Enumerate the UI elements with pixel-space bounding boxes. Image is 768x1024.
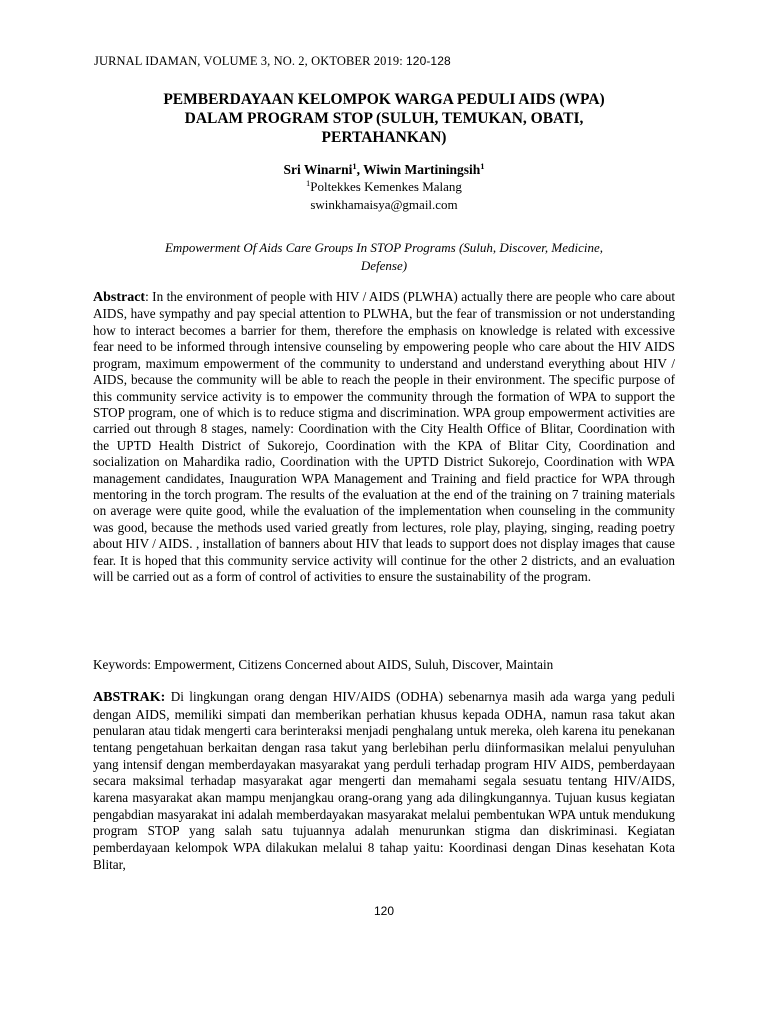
abstrak-paragraph bbox=[93, 689, 675, 873]
page-number: 120 bbox=[373, 904, 395, 918]
author-name: Wiwin Martiningsih bbox=[363, 162, 481, 177]
article-title bbox=[80, 90, 688, 147]
title-line-3: PERTAHANKAN) bbox=[321, 129, 447, 146]
title-line-2: DALAM PROGRAM STOP (SULUH, TEMUKAN, OBATI, bbox=[184, 110, 584, 127]
affiliation-name: Poltekkes Kemenkes Malang bbox=[310, 179, 462, 194]
english-title-line-2: Defense) bbox=[360, 258, 408, 273]
english-title bbox=[80, 239, 688, 275]
author-email: swinkhamaisya@gmail.com bbox=[310, 197, 458, 212]
journal-citation: JURNAL IDAMAN, VOLUME 3, NO. 2, OKTOBER 2019: bbox=[94, 54, 407, 68]
running-header bbox=[94, 54, 451, 69]
abstract-paragraph bbox=[93, 289, 675, 586]
abstrak-label: ABSTRAK: bbox=[93, 690, 166, 705]
affiliation-mark: 1 bbox=[306, 178, 311, 188]
author-list bbox=[80, 162, 688, 178]
author-separator: , bbox=[356, 162, 364, 177]
english-title-line-1: Empowerment Of Aids Care Groups In STOP Programs (Suluh, Discover, Medicine, bbox=[164, 240, 603, 255]
page-range: 120-128 bbox=[406, 54, 451, 68]
title-line-1: PEMBERDAYAAN KELOMPOK WARGA PEDULI AIDS (WPA) bbox=[163, 91, 605, 108]
abstract-text: : In the environment of people with HIV / AIDS (PLWHA) actually there are people who care about AIDS, have sympathy and pay special attention to PLWHA, but the fear of transmission or not understanding how to interact becomes a barrier for them, therefore the emphasis on knowledge is related with excessive fear need to be informed through intensive counseling by empowering people who care about the HIV AIDS program, maximum empowerment of the community to understand and understand everything about HIV / AIDS, because the community will be able to reach the people in their environment. The specific purpose of this community service activity is to empower the community through the formation of WPA to support the STOP program, one of which is to reduce stigma and discrimination. WPA group empowerment activities are carried out through 8 stages, namely: Coordination with the City Health Office of Blitar, Coordination with the UPTD Health District of Sukorejo, Coordination with the KPA of Blitar City, Coordination and socialization on Mahardika radio, Coordination with the UPTD District Sukorejo, Coordination with WPA management candidates, Inauguration WPA Management and Training and field practice for WPA through mentoring in the torch program. The results of the evaluation at the end of the training on 7 training materials on average were quite good, while the evaluation of the implementation when counseling in the community was good, because the methods used varied greatly from lectures, role play, playing, singing, reading poetry about HIV / AIDS. , installation of banners about HIV that leads to support does not display images that cause fear. It is hoped that this community service activity will continue for the other 2 districts, and an evaluation will be carried out as a form of control of activities to ensure the sustainability of the program. bbox=[93, 289, 675, 585]
author-affiliation-mark: 1 bbox=[480, 161, 485, 171]
author-affiliation-mark: 1 bbox=[352, 161, 357, 171]
affiliation bbox=[80, 179, 688, 195]
abstrak-text: Di lingkungan orang dengan HIV/AIDS (ODHA) sebenarnya masih ada warga yang peduli dengan AIDS, memiliki simpati dan memberikan perhatian khusus kepada ODHA, namun rasa takut akan penularan atau tidak mengerti cara berinteraksi menjadi penghalang untuk mereka, oleh karena itu penekanan tentang pengetahuan berkaitan dengan rasa takut yang berlebihan perlu diinformasikan melalui penyuluhan yang intensif dengan memberdayakan masyarakat yang perduli terhadap program HIV AIDS, pemberdayaan secara maksimal terhadap masyarakat agar mengerti dan memahami segala sesuatu tentang HIV/AIDS, karena masyarakat akan mampu menjangkau orang-orang yang ada dilingkungannya. Tujuan kusus kegiatan pengabdian masyarakat ini adalah memberdayakan masyarakat melalui pembentukan WPA untuk mendukung program STOP yang salah satu tujuannya adalah menurunkan stigma dan diskriminasi. Kegiatan pemberdayaan kelompok WPA dilakukan melalui 8 tahap yaitu: Koordinasi dengan Dinas kesehatan Kota Blitar, bbox=[93, 689, 675, 872]
keywords: Keywords: Empowerment, Citizens Concerned about AIDS, Suluh, Discover, Maintain bbox=[93, 657, 554, 672]
abstract-label: Abstract bbox=[93, 290, 146, 305]
author-name: Sri Winarni bbox=[283, 162, 353, 177]
